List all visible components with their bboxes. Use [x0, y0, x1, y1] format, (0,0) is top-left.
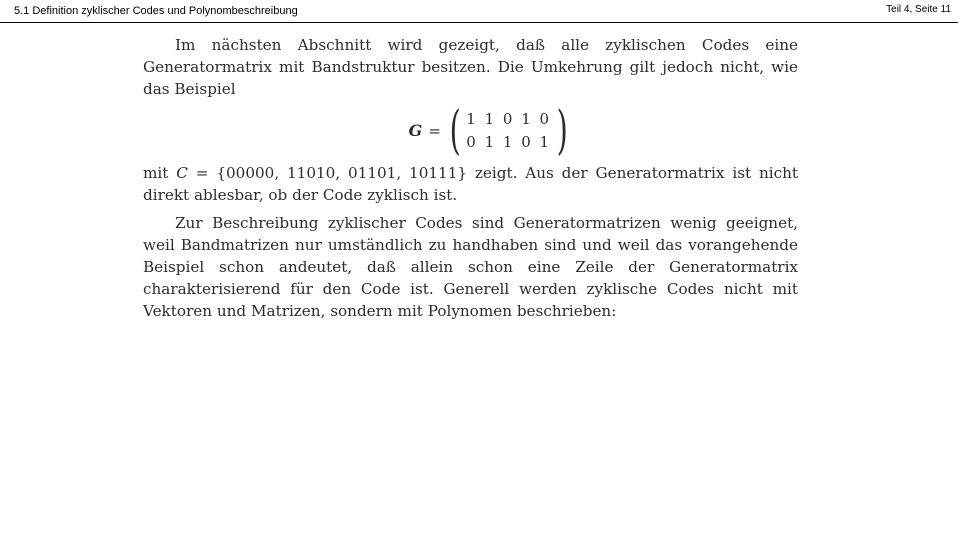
matrix-row-1: 1 1 0 1 0: [466, 110, 552, 128]
right-parenthesis: ): [556, 101, 568, 161]
matrix-row-2: 0 1 1 0 1: [466, 133, 552, 151]
code-symbol: C: [176, 164, 188, 182]
matrix-body: [465, 108, 552, 154]
left-parenthesis: (: [449, 101, 461, 161]
matrix-symbol: G: [408, 121, 423, 140]
paragraph-intro: Im nächsten Abschnitt wird gezeigt, daß alle zyklischen Codes eine Generatormatrix mit Bandstruktur besitzen. Die Umkehrung gilt jedoch nicht, wie das Beispiel: [143, 36, 798, 98]
generator-matrix-equation: [143, 100, 798, 162]
equals-sign: =: [428, 122, 441, 140]
paragraph-polynomial-motivation: Zur Beschreibung zyklischer Codes sind Generatormatrizen wenig geeignet, weil Bandmatrizen nur umständlich zu handhaben sind und weil das vorangehende Beispiel schon andeutet, daß allein schon eine Zeile der Generatormatrix charakterisierend für den Code ist. Generell werden zyklische Codes nicht mit Vektoren und Matrizen, sondern mit Polynomen beschrieben:: [143, 214, 798, 320]
scanned-text-excerpt: [143, 34, 798, 322]
slide-title: 5.1 Definition zyklischer Codes und Polynombeschreibung: [14, 5, 298, 17]
paragraph-code-prefix: mit: [143, 164, 169, 182]
paragraph-code-rest: = {00000, 11010, 01101, 10111} zeigt. Aus der Generatormatrix ist nicht direkt ablesbar, ob der Code zyklisch ist.: [143, 164, 798, 204]
header-divider: [0, 22, 958, 23]
page-label: Teil 4, Seite 11: [886, 4, 951, 15]
paragraph-code-example: [143, 162, 798, 206]
